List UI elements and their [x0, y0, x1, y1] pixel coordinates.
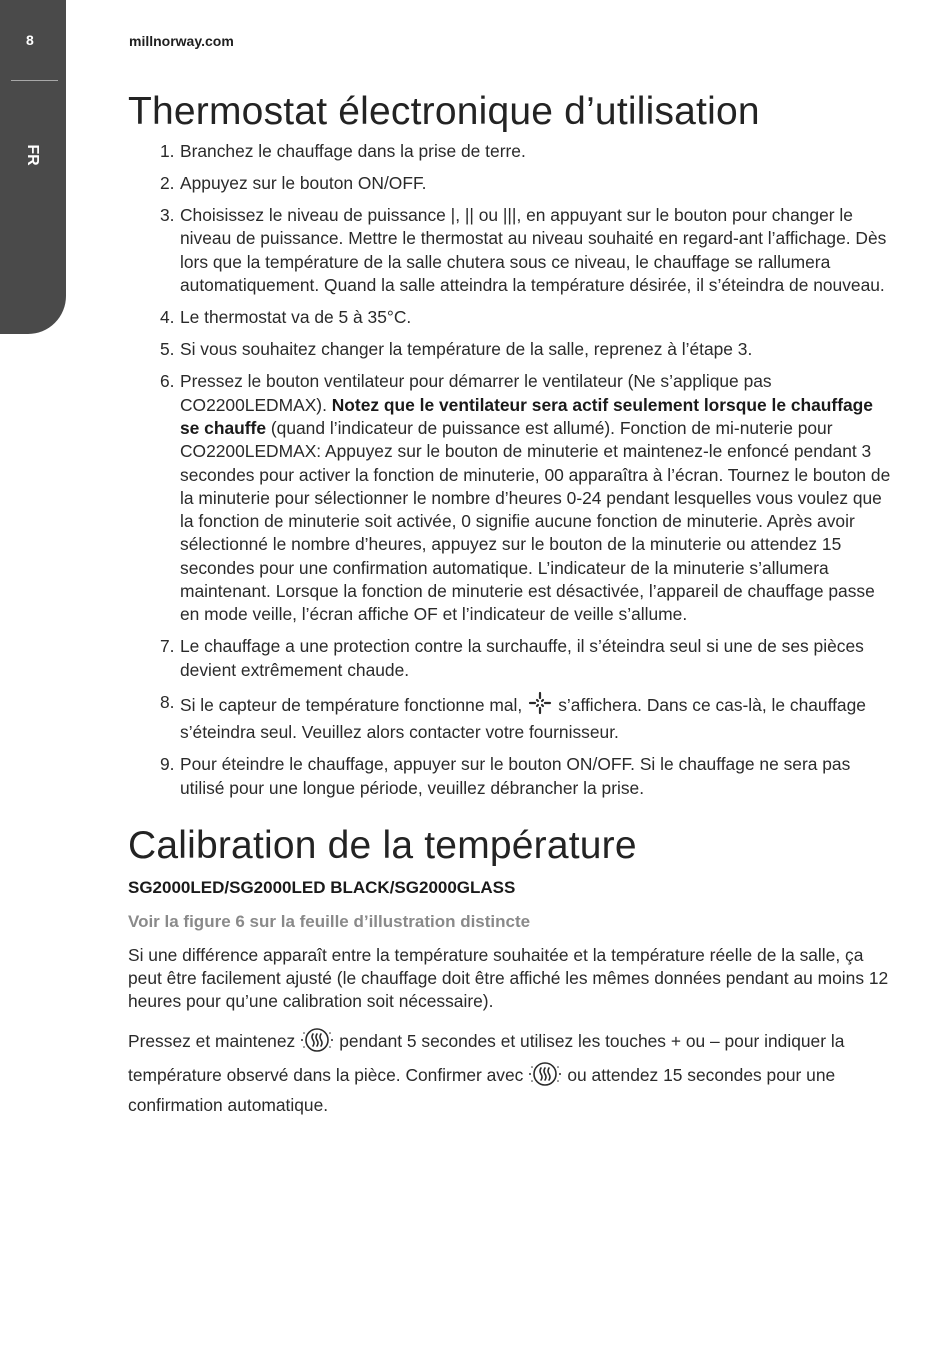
- figure-reference: Voir la figure 6 sur la feuille d’illustration distincte: [128, 911, 531, 931]
- instruction-text: Pressez et maintenez: [128, 1030, 296, 1051]
- list-item: [128, 172, 893, 195]
- list-item: [128, 204, 893, 297]
- step-number: 6.: [160, 371, 175, 392]
- step-number: 3.: [160, 205, 175, 226]
- page-number: 8: [26, 32, 34, 48]
- step-text: Pressez le bouton ventilateur pour démarrer le ventilateur (Ne s’applique pas CO2200LEDMAX).: [180, 371, 772, 415]
- step-number: 9.: [160, 754, 175, 775]
- heat-button-icon: [527, 1060, 563, 1094]
- step-number: 7.: [160, 636, 175, 657]
- instruction-text: pendant 5 secondes et utilisez les touches + ou – pour indiquer la température observé dans la pièce. Confirmer avec: [128, 1030, 845, 1085]
- site-url: millnorway.com: [129, 33, 234, 49]
- list-item: [128, 753, 893, 800]
- step-number: 8.: [160, 691, 175, 712]
- step-number: 5.: [160, 339, 175, 360]
- list-item: [128, 140, 893, 163]
- step-bold-note: Notez que le ventilateur sera actif seulement lorsque le chauffage se chauffe: [180, 394, 873, 438]
- step-text: Appuyez sur le bouton ON/OFF.: [180, 173, 427, 194]
- language-label: FR: [24, 144, 41, 166]
- calibration-instructions: [128, 1026, 893, 1118]
- step-text: (quand l’indicateur de puissance est allumé). Fonction de mi-nuterie pour CO2200LEDMAX: Appuyez sur le bouton de minuterie et maintenez-le enfoncé pendant 3 secondes pour activer la fonction de minuterie, 00 apparaîtra à l’écran. Tournez le bouton de la minuterie pour sélectionner le nombre d’heures 0-24 pendant lesquelles vous voulez que la fonction de minuterie soit activée, 0 signifie aucune fonction de minuterie. Après avoir sélectionné le nombre d’heures, appuyez sur le bouton de la minuterie ou attendez 15 secondes pour une confirmation automatique. L’indicateur de la minuterie s’allumera maintenant. Lorsque la fonction de minuterie est désactivée, l’appareil de chauffage passe en mode veille, l’écran affiche OF et l’indicateur de veille s’allume.: [180, 417, 891, 625]
- list-item: [128, 635, 893, 682]
- content: [128, 90, 893, 1130]
- step-number: 4.: [160, 307, 175, 328]
- list-item: [128, 691, 893, 745]
- side-tab: [0, 0, 66, 334]
- step-text: Si vous souhaitez changer la température de la salle, reprenez à l’étape 3.: [180, 339, 753, 360]
- heat-button-icon: [299, 1026, 335, 1060]
- step-text: Le thermostat va de 5 à 35°C.: [180, 307, 412, 328]
- list-item: [128, 370, 893, 626]
- step-text: Pour éteindre le chauffage, appuyer sur le bouton ON/OFF. Si le chauffage ne sera pas utilisé pour une longue période, veuillez débrancher la prise.: [180, 754, 851, 798]
- step-text: Si le capteur de température fonctionne mal,: [180, 694, 523, 715]
- calibration-paragraph: Si une différence apparaît entre la température souhaitée et la température réelle de la salle, ça peut être facilement ajusté (le chauffage doit être affiché les mêmes données pendant au moins 12 heures pour qu’une calibration soit nécessaire).: [128, 944, 889, 1012]
- step-number: 1.: [160, 141, 175, 161]
- step-number: 2.: [160, 173, 175, 194]
- step-text: Branchez le chauffage dans la prise de terre.: [180, 141, 526, 161]
- instruction-text: ou attendez 15 secondes pour une confirmation automatique.: [128, 1064, 836, 1116]
- steps-list: [128, 140, 893, 800]
- list-item: [128, 338, 893, 361]
- model-list: SG2000LED/SG2000LED BLACK/SG2000GLASS: [128, 877, 516, 897]
- sensor-error-icon: [528, 691, 552, 721]
- step-text: Choisissez le niveau de puissance |, || ou |||, en appuyant sur le bouton pour changer le niveau de puissance. Mettre le thermostat au niveau souhaité en regard-ant l’affichage. Dès lors que la température de la salle chutera sous ce niveau, le chauffage se rallumera automatiquement. Quand la salle atteindra la température désirée, il s’éteindra de nouveau.: [180, 205, 887, 296]
- list-item: [128, 306, 893, 329]
- step-text: s’affichera. Dans ce cas-là, le chauffage s’éteindra seul. Veuillez alors contacter votre fournisseur.: [180, 694, 866, 743]
- section-title-thermostat: Thermostat électronique d’utilisation: [128, 90, 760, 133]
- step-text: Le chauffage a une protection contre la surchauffe, il s’éteindra seul si une de ses pièces devient extrêmement chaude.: [180, 636, 864, 680]
- section-title-calibration: Calibration de la température: [128, 823, 637, 867]
- side-divider: [11, 80, 58, 81]
